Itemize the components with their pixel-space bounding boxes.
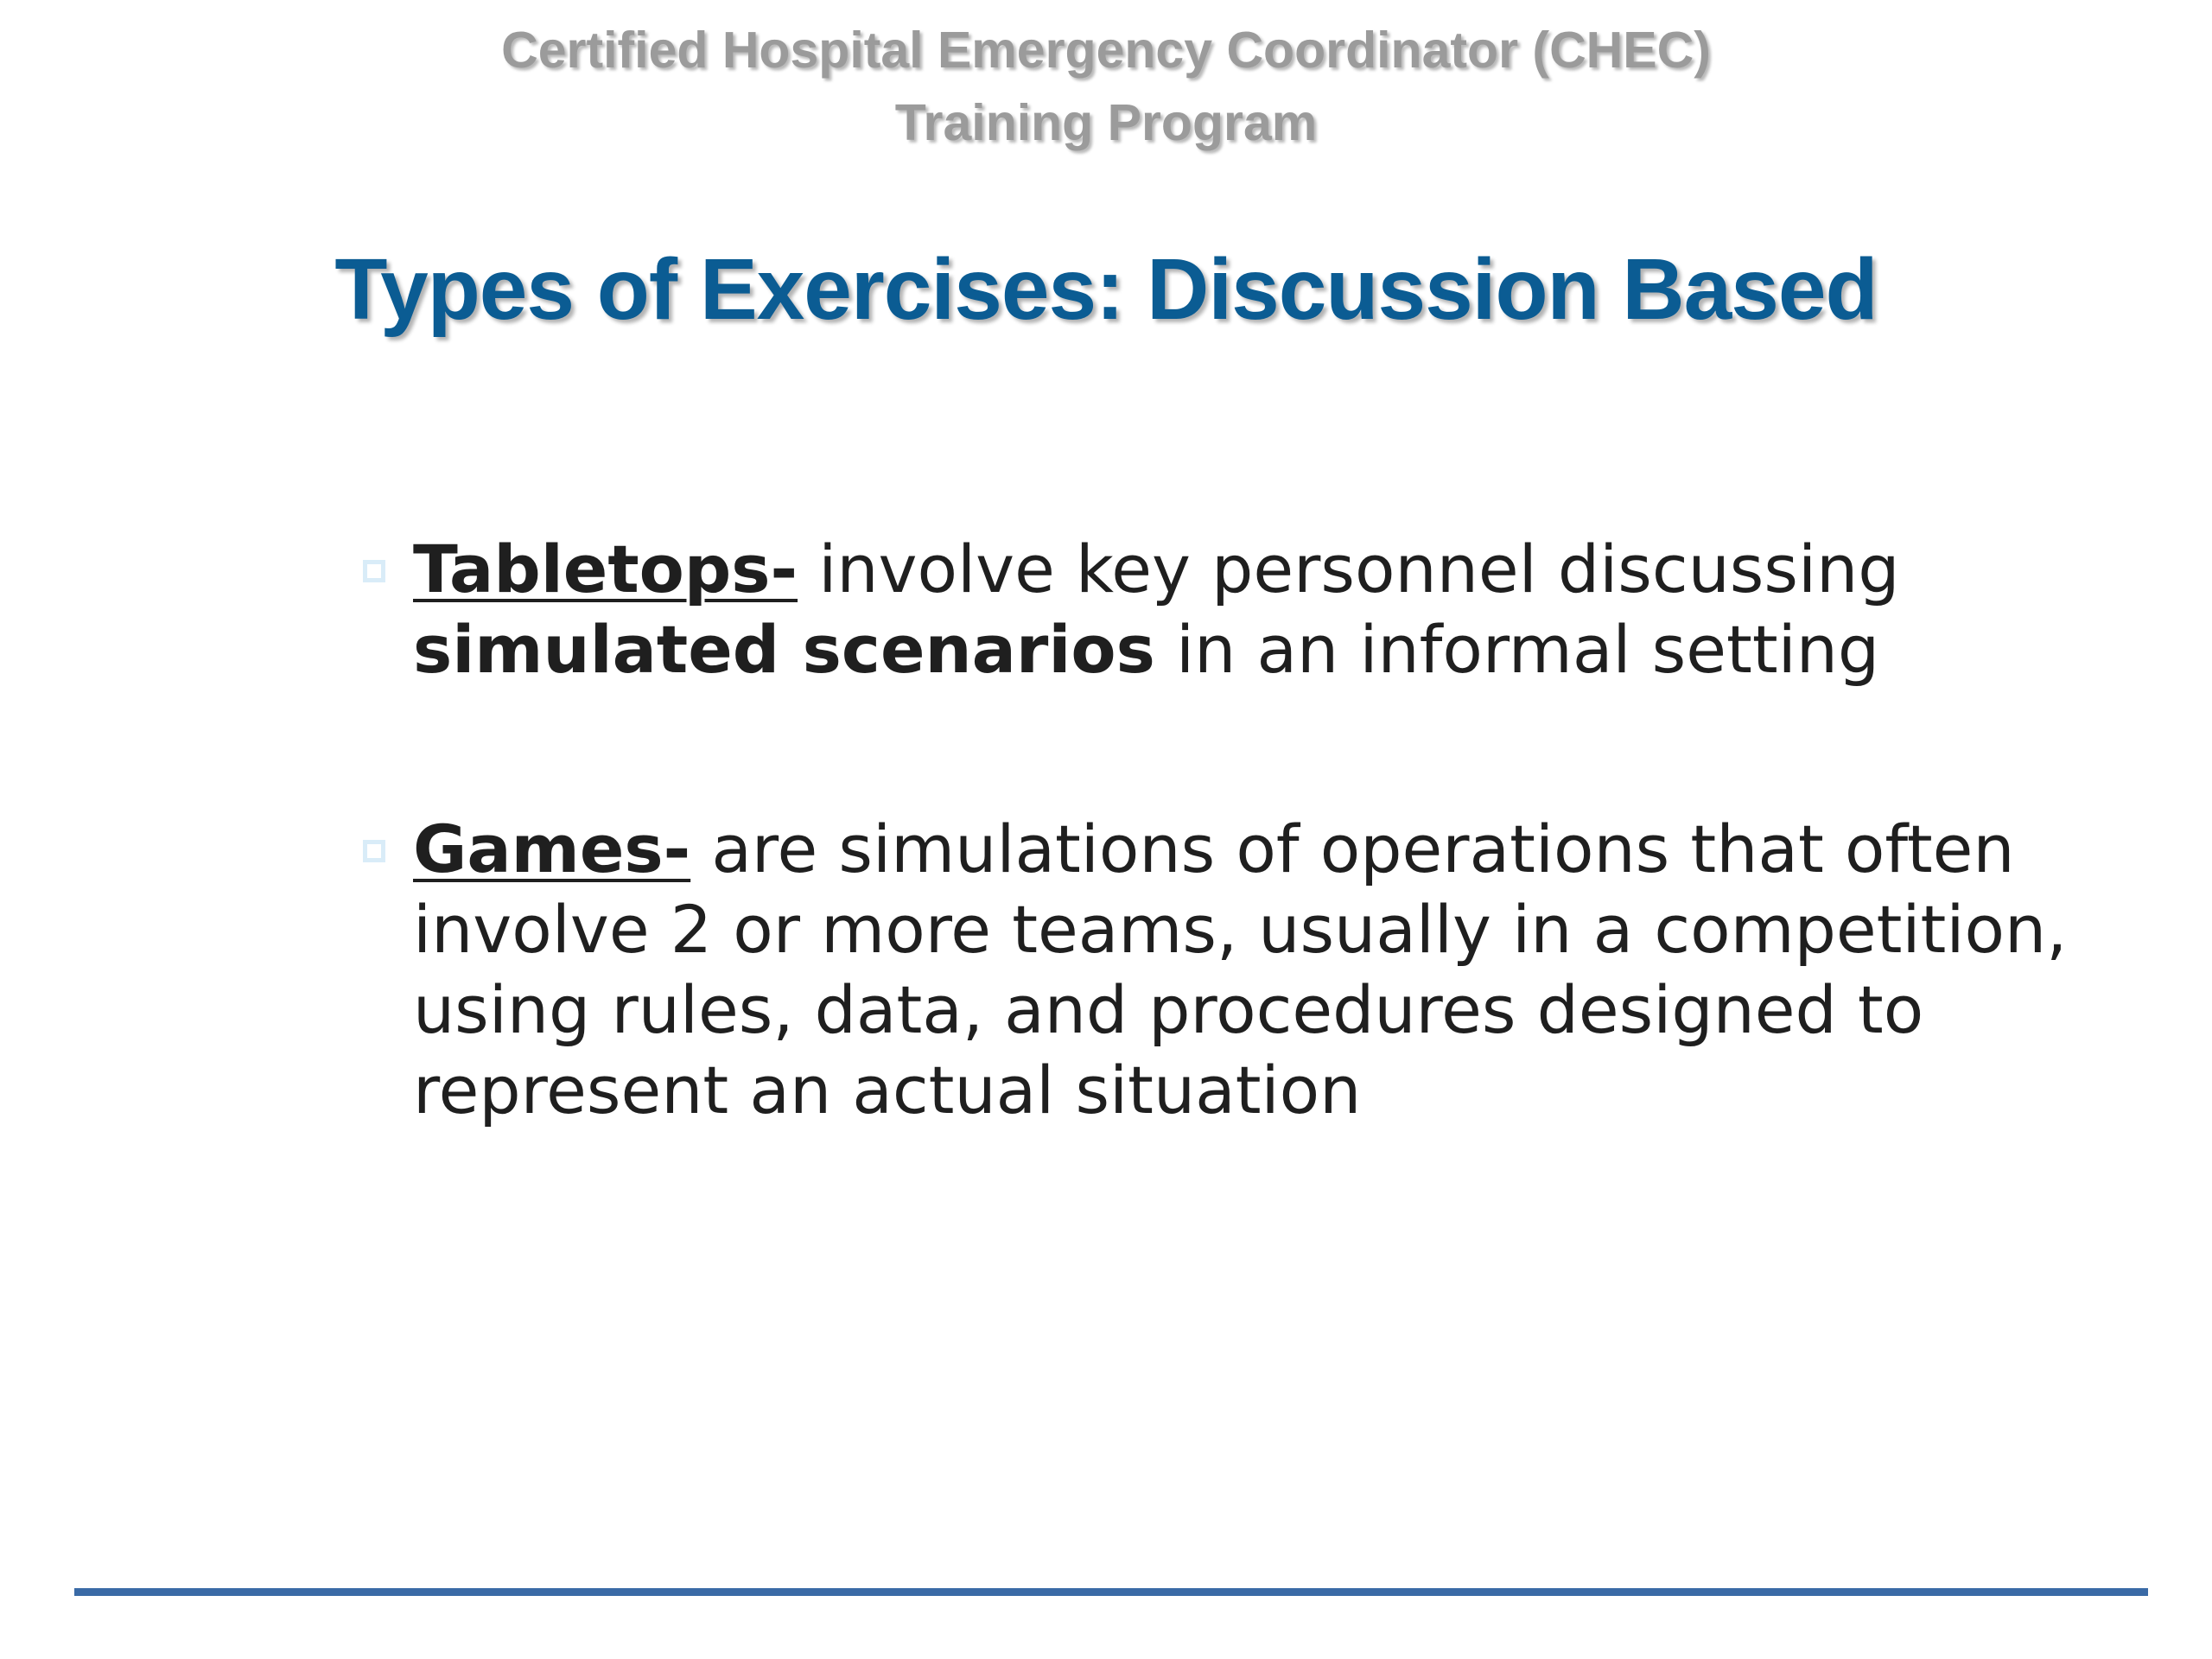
bullet-term: Tabletops-: [413, 531, 798, 607]
slide-title: Types of Exercises: Discussion Based: [334, 241, 1878, 338]
bullet-item-tabletops: [363, 529, 2091, 690]
program-header: [0, 14, 2212, 159]
bullet-text: are simulations of operations that often involve 2 or more teams, usually in a competition, using rules, data, and procedures designed to represent an actual situation: [413, 810, 2068, 1128]
bullet-text: in an informal setting: [1154, 611, 1880, 688]
bullet-item-games: [363, 809, 2091, 1130]
bullet-term: Games-: [413, 810, 691, 887]
bullet-emphasis: simulated scenarios: [413, 611, 1155, 688]
program-header-line-1: Certified Hospital Emergency Coordinator (CHEC): [501, 22, 1711, 79]
bullet-text: involve key personnel discussing: [798, 531, 1900, 607]
square-bullet-icon: [363, 840, 385, 862]
bullet-list: [363, 529, 2091, 1249]
square-bullet-icon: [363, 560, 385, 582]
program-header-line-2: Training Program: [894, 94, 1318, 151]
footer-divider: [74, 1588, 2148, 1596]
